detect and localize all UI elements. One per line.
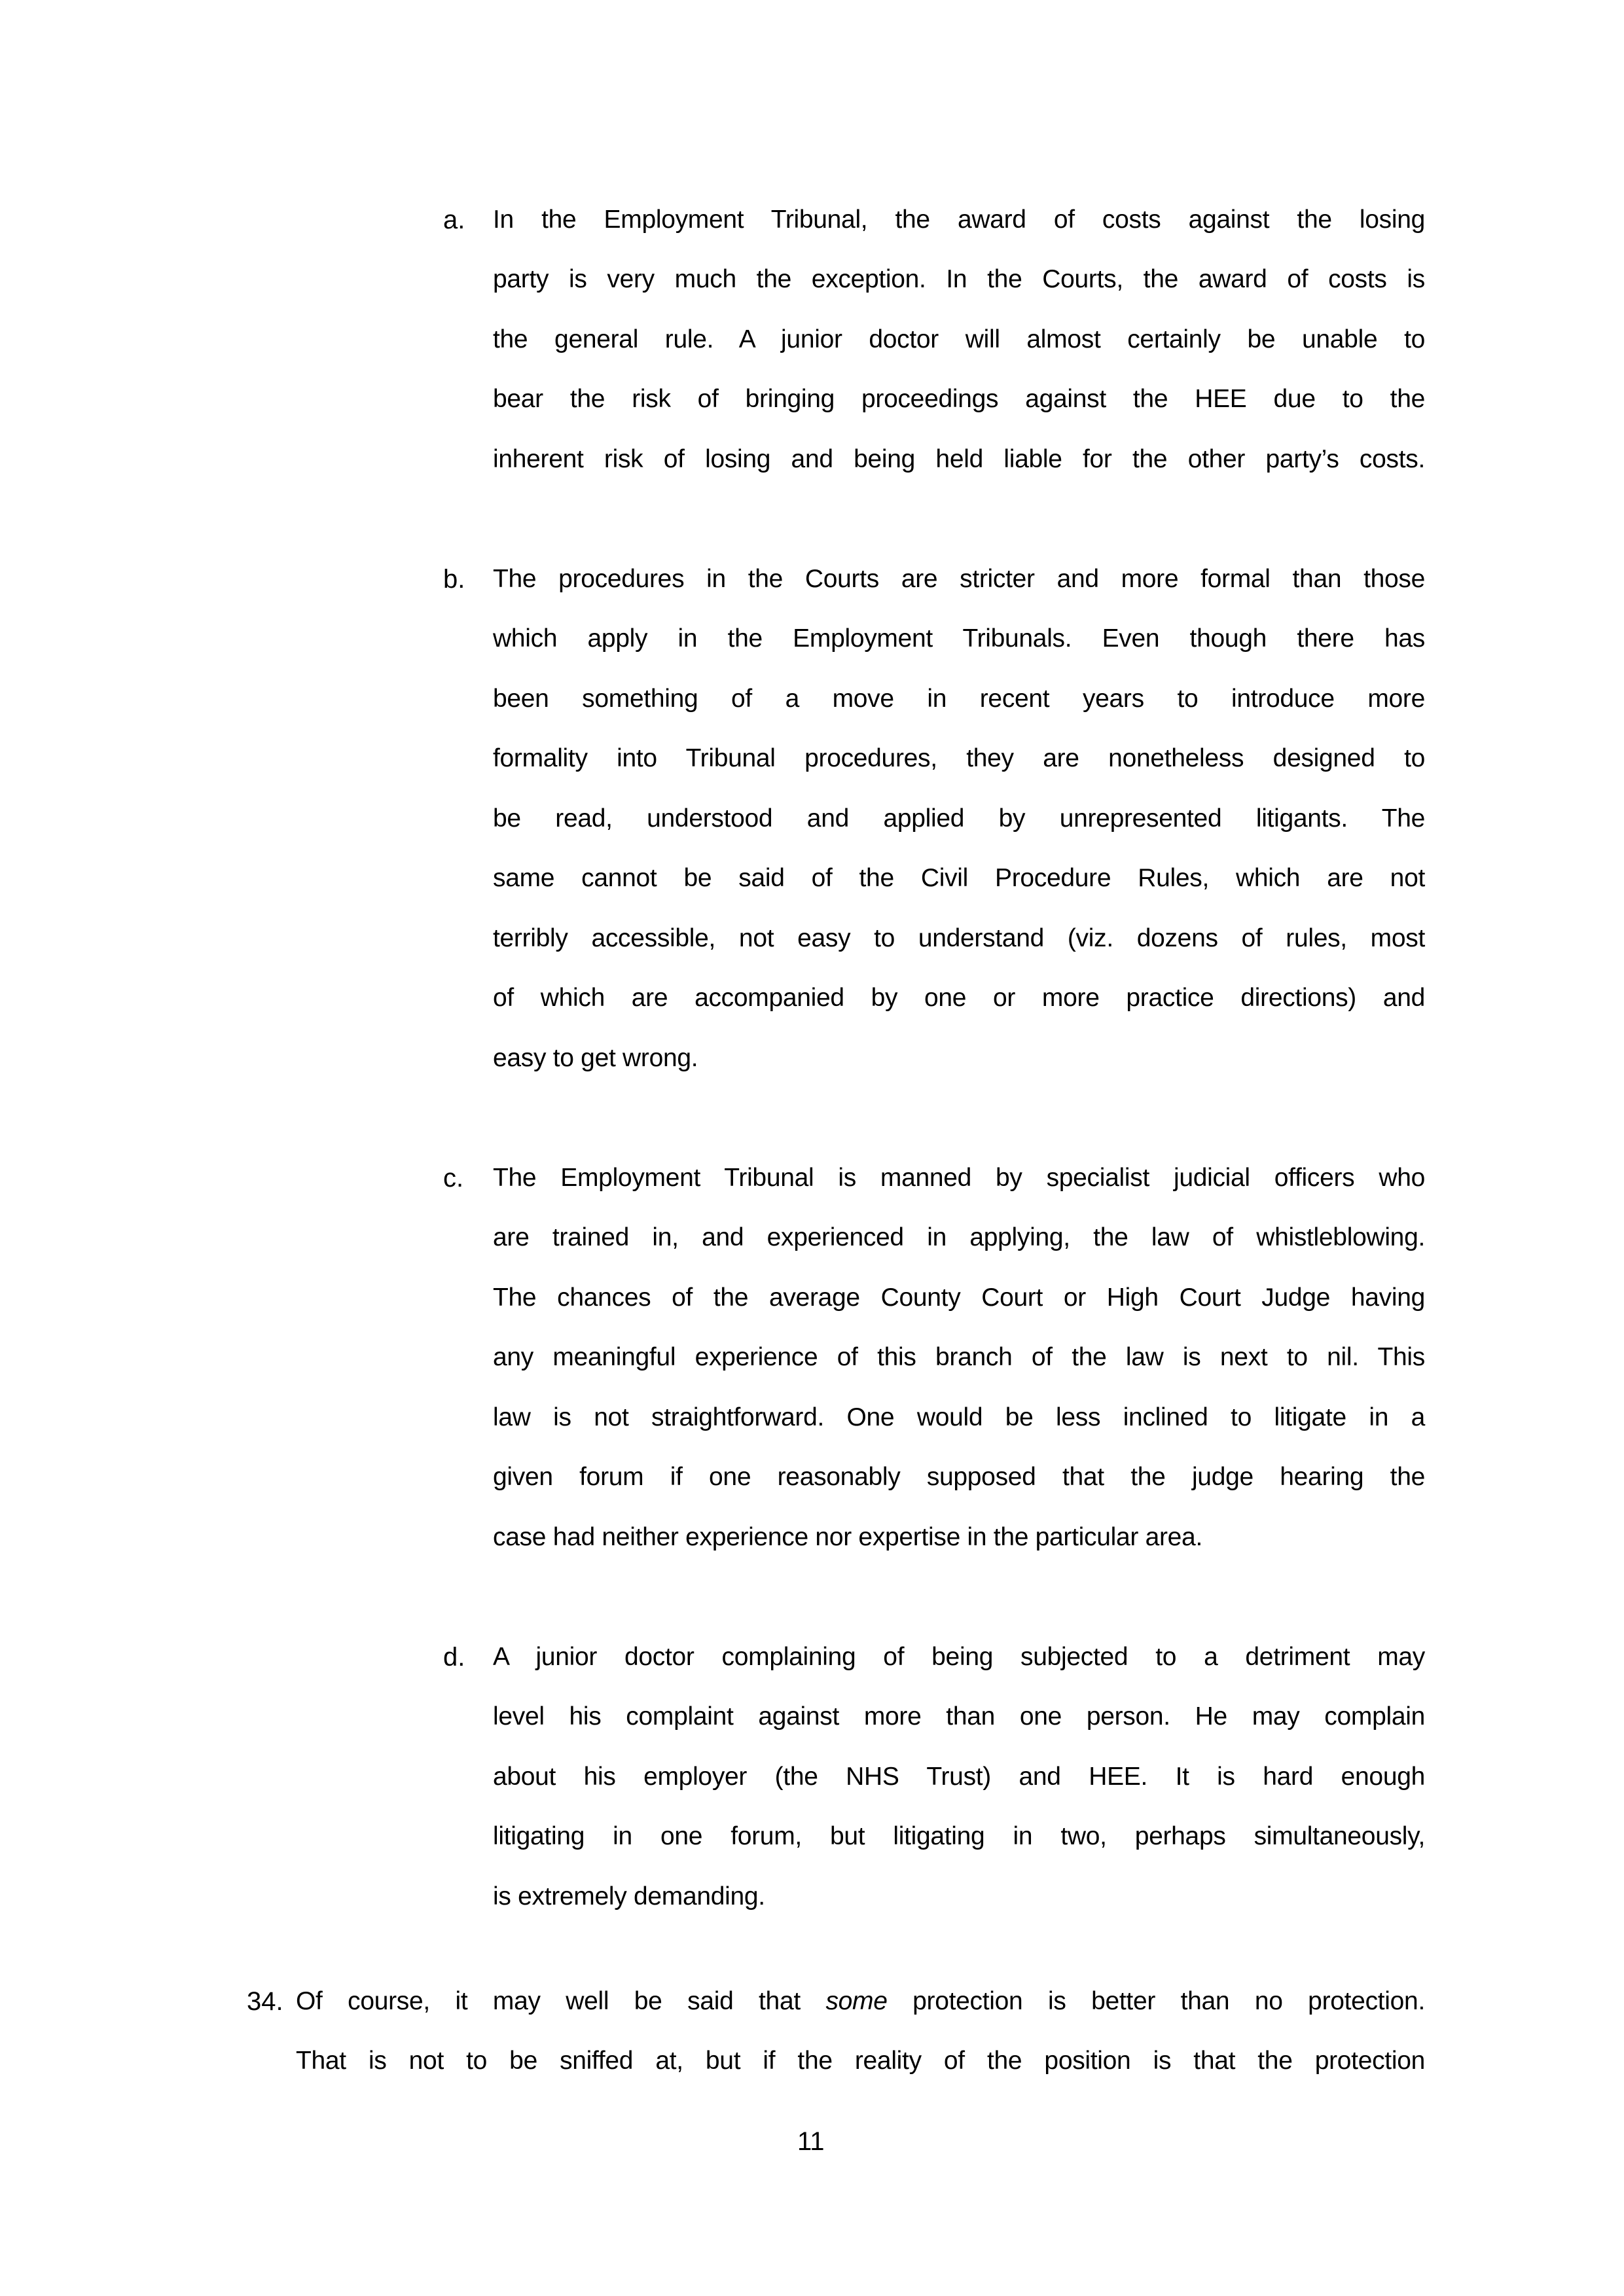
paragraph-line: the general rule. A junior doctor will almost certainly be unable to bbox=[493, 325, 1425, 353]
paragraph-line bbox=[296, 1988, 1425, 2014]
page-number: 11 bbox=[797, 2127, 825, 2156]
paragraph-line: party is very much the exception. In the Courts, the award of costs is bbox=[493, 265, 1425, 293]
list-marker: d. bbox=[443, 1643, 465, 1672]
paragraph-line: bear the risk of bringing proceedings against the HEE due to the bbox=[493, 385, 1425, 413]
paragraph-line: That is not to be sniffed at, but if the reality of the position is that the protection bbox=[296, 2047, 1425, 2075]
paragraph-line: of which are accompanied by one or more practice directions) and bbox=[493, 984, 1425, 1012]
paragraph-line: same cannot be said of the Civil Procedure Rules, which are not bbox=[493, 864, 1425, 892]
text-run: Of course, it may well be said that bbox=[296, 1987, 826, 2015]
paragraph-line: is extremely demanding. bbox=[493, 1882, 765, 1910]
paragraph-line: be read, understood and applied by unrepresented litigants. The bbox=[493, 804, 1425, 833]
paragraph-line: The chances of the average County Court or High Court Judge having bbox=[493, 1283, 1425, 1312]
paragraph-line: The procedures in the Courts are stricter and more formal than those bbox=[493, 565, 1425, 593]
list-marker: a. bbox=[443, 206, 465, 234]
emphasis-text: some bbox=[825, 1987, 888, 2015]
paragraph-line: which apply in the Employment Tribunals. Even though there has bbox=[493, 624, 1425, 653]
paragraph-line: case had neither experience nor expertise in the particular area. bbox=[493, 1523, 1202, 1551]
list-marker: b. bbox=[443, 565, 465, 594]
paragraph-line: level his complaint against more than one person. He may complain bbox=[493, 1702, 1425, 1731]
paragraph-line: A junior doctor complaining of being subjected to a detriment may bbox=[493, 1643, 1425, 1671]
paragraph-line: inherent risk of losing and being held liable for the other party’s costs. bbox=[493, 445, 1425, 473]
paragraph-line: litigating in one forum, but litigating in two, perhaps simultaneously, bbox=[493, 1822, 1425, 1850]
paragraph-line: The Employment Tribunal is manned by specialist judicial officers who bbox=[493, 1164, 1425, 1192]
paragraph-line: formality into Tribunal procedures, they are nonetheless designed to bbox=[493, 744, 1425, 772]
paragraph-line: are trained in, and experienced in applying, the law of whistleblowing. bbox=[493, 1223, 1425, 1251]
paragraph-line: any meaningful experience of this branch of the law is next to nil. This bbox=[493, 1343, 1425, 1371]
paragraph-number: 34. bbox=[247, 1987, 283, 2016]
text-run: protection is better than no protection. bbox=[887, 1987, 1425, 2015]
paragraph-line: easy to get wrong. bbox=[493, 1044, 698, 1072]
paragraph-line: law is not straightforward. One would be less inclined to litigate in a bbox=[493, 1403, 1425, 1431]
paragraph-line: been something of a move in recent years to introduce more bbox=[493, 685, 1425, 713]
paragraph-line: about his employer (the NHS Trust) and HEE. It is hard enough bbox=[493, 1763, 1425, 1791]
paragraph-line: In the Employment Tribunal, the award of costs against the losing bbox=[493, 206, 1425, 234]
paragraph-line: given forum if one reasonably supposed that the judge hearing the bbox=[493, 1463, 1425, 1491]
paragraph-line: terribly accessible, not easy to understand (viz. dozens of rules, most bbox=[493, 924, 1425, 952]
list-marker: c. bbox=[443, 1164, 464, 1193]
